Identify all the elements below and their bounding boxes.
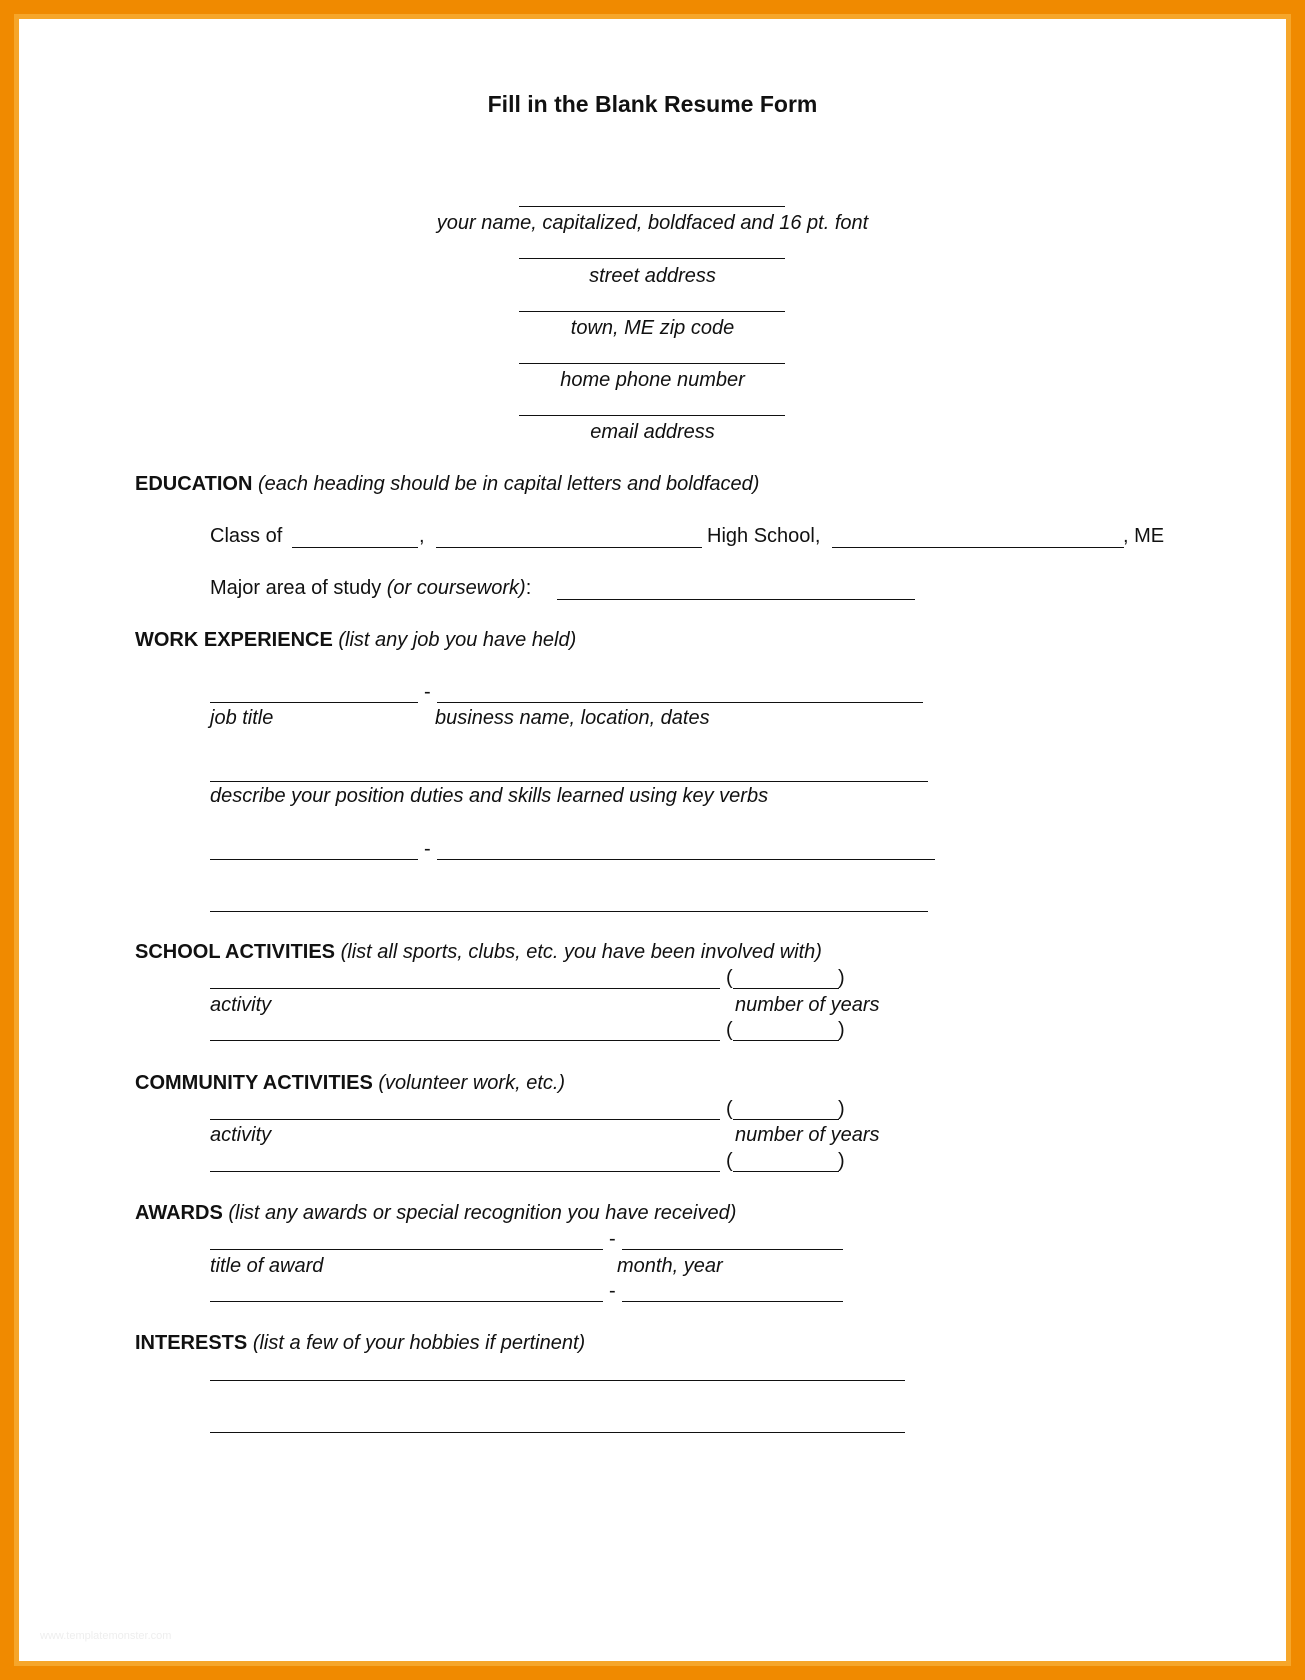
major-colon: : xyxy=(525,577,532,599)
award-title-blank-1[interactable] xyxy=(210,1249,603,1250)
awards-heading: AWARDS xyxy=(135,1202,223,1224)
interests-heading-line xyxy=(135,1331,585,1355)
education-heading-line xyxy=(135,472,759,496)
high-school-label: High School, xyxy=(707,525,821,547)
town-zip-blank[interactable] xyxy=(519,311,785,312)
job-title-blank-2[interactable] xyxy=(210,859,418,860)
job-title-blank-1[interactable] xyxy=(210,702,418,703)
school-years-open-1: ( xyxy=(726,967,733,989)
school-years-close-1: ) xyxy=(838,967,845,989)
school-years-caption: number of years xyxy=(735,994,880,1016)
award-date-caption: month, year xyxy=(617,1255,723,1277)
job-title-caption: job title xyxy=(210,707,274,729)
interests-heading: INTERESTS xyxy=(135,1332,248,1354)
home-phone-caption: home phone number xyxy=(560,369,745,391)
school-activity-blank-2[interactable] xyxy=(210,1040,720,1041)
school-activity-blank-1[interactable] xyxy=(210,988,720,989)
job-dash-1: - xyxy=(424,681,431,703)
school-years-close-2: ) xyxy=(838,1019,845,1041)
page-title: Fill in the Blank Resume Form xyxy=(487,91,818,117)
major-label: Major area of study xyxy=(210,577,382,599)
duties-blank-2[interactable] xyxy=(210,911,928,912)
duties-caption: describe your position duties and skills learned using key verbs xyxy=(210,785,769,807)
community-years-close-2: ) xyxy=(838,1150,845,1172)
major-blank[interactable] xyxy=(557,599,915,600)
watermark: www.templatemonster.com xyxy=(40,1630,172,1642)
school-heading: SCHOOL ACTIVITIES xyxy=(135,941,336,963)
school-years-blank-1[interactable] xyxy=(733,988,839,989)
email-caption: email address xyxy=(590,421,715,443)
work-note: (list any job you have held) xyxy=(338,629,577,651)
home-phone-blank[interactable] xyxy=(519,363,785,364)
community-activity-blank-1[interactable] xyxy=(210,1119,720,1120)
name-caption: your name, capitalized, boldfaced and 16 pt. font xyxy=(436,212,869,234)
business-blank-2[interactable] xyxy=(437,859,935,860)
class-of-label: Class of xyxy=(210,525,283,547)
award-date-blank-2[interactable] xyxy=(622,1301,843,1302)
high-school-name-blank[interactable] xyxy=(436,547,702,548)
street-address-caption: street address xyxy=(589,265,716,287)
award-dash-1: - xyxy=(609,1228,616,1250)
awards-note: (list any awards or special recognition you have received) xyxy=(228,1202,737,1224)
name-blank[interactable] xyxy=(519,206,785,207)
education-heading: EDUCATION xyxy=(135,473,253,495)
interests-note: (list a few of your hobbies if pertinent) xyxy=(252,1332,586,1354)
school-years-blank-2[interactable] xyxy=(733,1040,839,1041)
awards-heading-line xyxy=(135,1201,736,1225)
community-heading-line xyxy=(135,1071,565,1095)
school-activity-caption: activity xyxy=(210,994,272,1016)
community-heading: COMMUNITY ACTIVITIES xyxy=(135,1072,373,1094)
work-heading: WORK EXPERIENCE xyxy=(135,629,333,651)
class-year-blank[interactable] xyxy=(292,547,418,548)
school-town-blank[interactable] xyxy=(832,547,1124,548)
community-years-close-1: ) xyxy=(838,1098,845,1120)
community-activity-caption: activity xyxy=(210,1124,272,1146)
award-title-caption: title of award xyxy=(210,1255,324,1277)
business-caption: business name, location, dates xyxy=(435,707,710,729)
community-years-open-1: ( xyxy=(726,1098,733,1120)
community-years-blank-1[interactable] xyxy=(733,1119,839,1120)
job-dash-2: - xyxy=(424,838,431,860)
interests-blank-2[interactable] xyxy=(210,1432,905,1433)
award-title-blank-2[interactable] xyxy=(210,1301,603,1302)
school-heading-line xyxy=(135,940,822,964)
community-activity-blank-2[interactable] xyxy=(210,1171,720,1172)
major-note: (or coursework) xyxy=(386,577,526,599)
email-blank[interactable] xyxy=(519,415,785,416)
state-suffix: , ME xyxy=(1123,525,1165,547)
award-date-blank-1[interactable] xyxy=(622,1249,843,1250)
duties-blank-1[interactable] xyxy=(210,781,928,782)
community-years-caption: number of years xyxy=(735,1124,880,1146)
business-blank-1[interactable] xyxy=(437,702,923,703)
work-heading-line xyxy=(135,628,576,652)
major-line xyxy=(210,576,531,600)
street-address-blank[interactable] xyxy=(519,258,785,259)
school-years-open-2: ( xyxy=(726,1019,733,1041)
community-note: (volunteer work, etc.) xyxy=(378,1072,566,1094)
education-note: (each heading should be in capital letters and boldfaced) xyxy=(257,473,760,495)
class-comma: , xyxy=(419,525,425,547)
community-years-blank-2[interactable] xyxy=(733,1171,839,1172)
community-years-open-2: ( xyxy=(726,1150,733,1172)
school-note: (list all sports, clubs, etc. you have been involved with) xyxy=(340,941,822,963)
interests-blank-1[interactable] xyxy=(210,1380,905,1381)
award-dash-2: - xyxy=(609,1280,616,1302)
town-zip-caption: town, ME zip code xyxy=(570,317,735,339)
